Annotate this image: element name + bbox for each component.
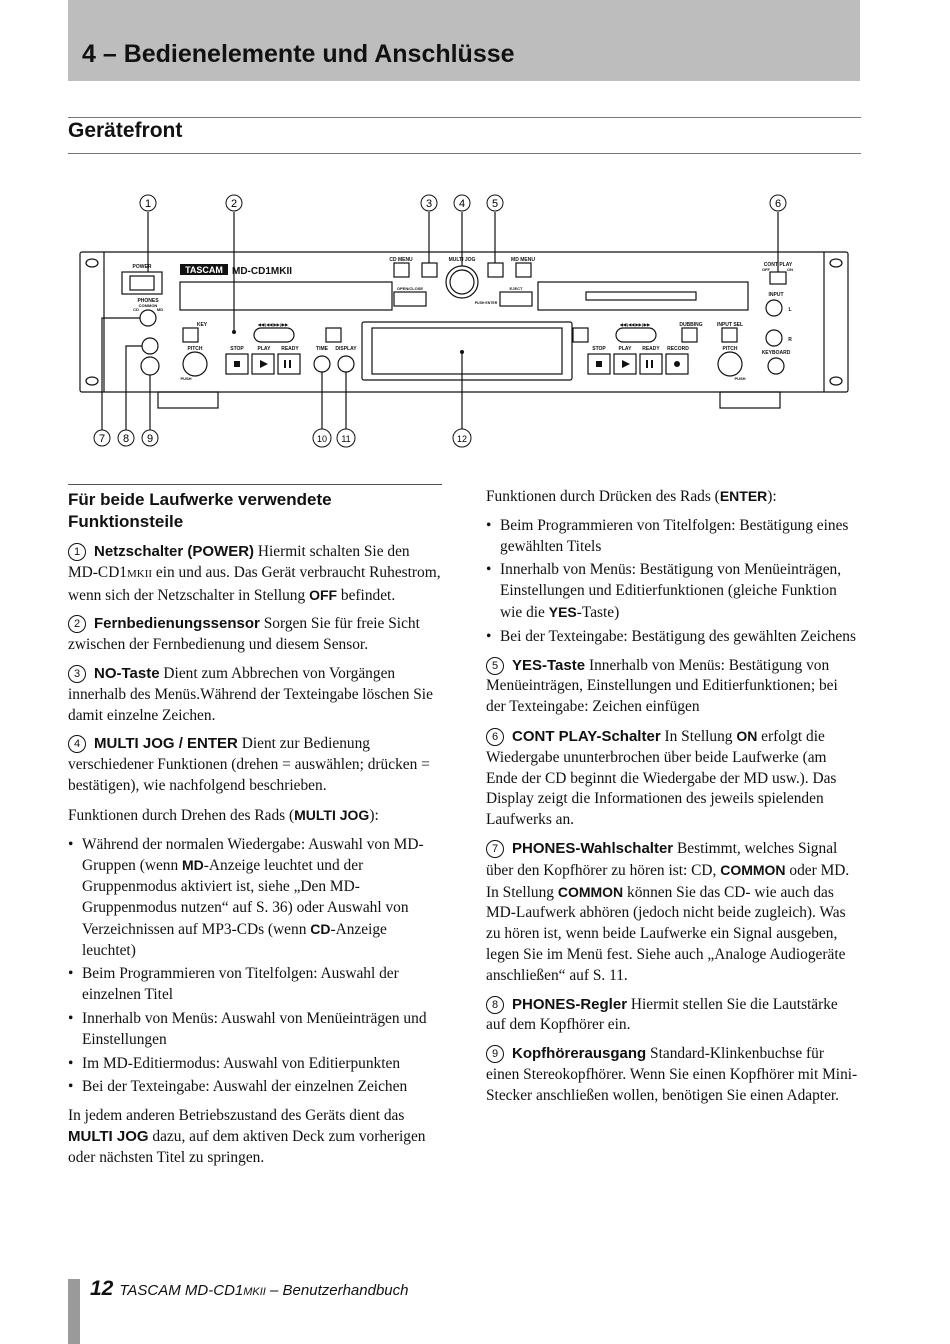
cd-skip-buttons [254,328,294,342]
svg-text:◀◀/|◀◀ ▶▶|/▶▶: ◀◀/|◀◀ ▶▶|/▶▶ [619,322,651,327]
callout-8 [118,430,134,446]
callout-4 [454,195,470,211]
svg-text:OPEN/CLOSE: OPEN/CLOSE [396,286,424,291]
svg-text:9: 9 [146,433,154,445]
rack-hole-right-bottom [830,377,842,385]
list-item: • Während der normalen Wiedergabe: Auswahl von MD-Gruppen (wenn MD-Anzeige leuchtet und der Gruppenmodus aktiviert ist, siehe „Den MD-Gruppenmodus nutzen“ auf S. 36) oder Auswahl von Verzeichnissen auf MP3-CDs (wenn CD-Anzeige leuchtet) [68,835,442,962]
press-functions-list [486,516,860,648]
svg-text:READY: READY [642,346,660,352]
list-item: • Innerhalb von Menüs: Auswahl von Menüeinträgen und Einstellungen [68,1009,442,1051]
input-l-knob [766,300,782,316]
item-6-cont-play-switch: 6 CONT PLAY-Schalter In Stellung ON erfolgt die Wiedergabe ununterbrochen über beide Laufwerke (am Ende der CD beginnt die Wiedergabe der MD usw.). Das Display zeigt die Informationen des jeweils spielenden Laufwerks an. [486,727,837,829]
keyboard-jack [768,358,784,374]
svg-text:12: 12 [456,434,468,444]
svg-text:R: R [788,337,792,343]
list-item: • Im MD-Editiermodus: Auswahl von Editierpunkten [68,1054,442,1075]
label-power: POWER [132,264,152,270]
svg-text:KEYBOARD: KEYBOARD [761,350,791,356]
svg-text:1: 1 [144,198,152,210]
open-close-button [394,292,426,306]
svg-text:2: 2 [230,198,238,210]
section-rule-top [68,117,861,118]
list-item: • Bei der Texteingabe: Bestätigung des gewählten Zeichens [486,627,860,648]
callout-2 [226,195,242,211]
svg-text:PUSH: PUSH [734,376,746,381]
callout-7 [94,430,110,446]
rack-hole-left-top [86,259,98,267]
md-slot [538,282,748,310]
phones-selector-switch [140,310,156,326]
item-7-phones-selector: 7 PHONES-Wahlschalter Bestimmt, welches Signal über den Kopfhörer zu hören ist: CD, COMMON oder MD. In Stellung COMMON können Sie das CD- wie auch das MD-Laufwerk abhören (jedoch nicht beide zugleich). Was zu hören ist, wenn beide Laufwerke ein Signal ausgeben, legen Sie im Menü fest. Siehe auch „Analoge Audiogeräte anschließen“ auf S. 11. [486,839,850,984]
md-pitch-knob [718,352,742,376]
multi-jog-dial [446,266,478,298]
item-4-multi-jog: 4 MULTI JOG / ENTER Dient zur Bedienung verschiedener Funktionen (drehen = auswählen; drücken = bestätigen), wie nachfolgend beschrieben. [68,735,430,794]
press-functions-intro: Funktionen durch Drücken des Rads (ENTER): [486,488,777,505]
svg-text:STOP: STOP [230,346,244,352]
svg-text:CD: CD [133,307,139,312]
device-front-panel-figure [68,190,861,455]
svg-text:CD MENU: CD MENU [389,257,413,263]
page-footer: 12 TASCAM MD-CD1MKII – Benutzerhandbuch [90,1277,409,1300]
rack-hole-right-top [830,259,842,267]
dubbing-button [682,328,697,342]
power-switch [122,272,162,294]
footer-bar [68,1279,80,1344]
svg-text:PITCH: PITCH [722,346,738,352]
item-9-headphone-jack: 9 Kopfhörerausgang Standard-Klinkenbuchse für einen Stereokopfhörer. Wenn Sie einen Kopfhörer mit Mini-Stecker anschließen wollen, benötigen Sie einen Adapter. [486,1045,858,1104]
list-item: • Bei der Texteingabe: Auswahl der einzelnen Zeichen [68,1077,442,1098]
svg-text:L: L [788,307,792,313]
svg-text:TASCAM: TASCAM [185,265,223,275]
svg-text:3: 3 [425,198,433,210]
item-8-phones-level: 8 PHONES-Regler Hiermit stellen Sie die Lautstärke auf dem Kopfhörer ein. [486,995,838,1034]
key-button [183,328,198,342]
callout-10 [313,429,331,447]
cd-select-button [326,328,341,342]
list-item: • Beim Programmieren von Titelfolgen: Auswahl der einzelnen Titel [68,964,442,1006]
md-menu-button [516,263,531,277]
cd-tray [180,282,392,310]
cd-menu-button [394,263,409,277]
svg-text:5: 5 [491,198,499,210]
svg-text:TIME: TIME [316,346,328,352]
subsection-heading: Für beide Laufwerke verwendete Funktionsteile [68,484,442,533]
right-column [486,486,860,1115]
model-label: MD-CD1MKII [232,266,292,277]
svg-text:7: 7 [98,433,106,445]
item-1-power-switch: 1 Netzschalter (POWER) Hiermit schalten Sie den MD-CD1MKII ein und aus. Das Gerät verbraucht Ruhestrom, wenn sich der Netzschalter in Stellung OFF befindet. [68,543,441,604]
svg-text:COMMON: COMMON [138,303,158,308]
svg-text:READY: READY [281,346,299,352]
label-phones: PHONES [137,298,159,304]
display-button [338,356,354,372]
chapter-title: 4 – Bedienelemente und Anschlüsse [82,40,515,68]
input-r-knob [766,330,782,346]
svg-text:INPUT: INPUT [768,292,784,298]
svg-text:8: 8 [122,433,130,445]
svg-text:PITCH: PITCH [187,346,203,352]
input-sel-button [722,328,737,342]
svg-text:EJECT: EJECT [509,286,523,291]
svg-text:PLAY: PLAY [618,346,632,352]
rack-hole-left-bottom [86,377,98,385]
callout-1 [140,195,156,211]
svg-text:6: 6 [774,198,782,210]
list-item: • Innerhalb von Menüs: Bestätigung von Menüeinträgen, Einstellungen und Editierfunktionen (gleiche Funktion wie die YES-Taste) [486,560,860,623]
item-5-yes-button: 5 YES-Taste Innerhalb von Menüs: Bestätigung von Menüeinträgen, Einstellungen und Editierfunktionen; bei der Texteingabe: Zeichen einfügen [486,656,838,716]
turn-functions-intro: Funktionen durch Drehen des Rads (MULTI JOG): [68,806,379,824]
svg-text:PUSH ENTER: PUSH ENTER [474,301,498,305]
section-title: Gerätefront [68,119,183,142]
svg-text:◀◀/|◀◀ ▶▶|/▶▶: ◀◀/|◀◀ ▶▶|/▶▶ [257,322,289,327]
svg-text:PUSH: PUSH [180,376,192,381]
callout-6 [770,195,786,211]
svg-text:DISPLAY: DISPLAY [335,346,357,352]
svg-text:INPUT SEL: INPUT SEL [716,322,744,328]
svg-text:MD: MD [156,307,164,312]
svg-text:PLAY: PLAY [257,346,271,352]
svg-text:KEY: KEY [196,322,208,328]
cont-play-switch [770,272,786,284]
display-window [362,322,572,380]
svg-text:ON: ON [787,267,793,272]
svg-text:RECORD: RECORD [667,346,689,352]
svg-text:10: 10 [316,434,328,444]
svg-text:OFF: OFF [762,267,770,272]
section-rule-bottom [68,153,861,154]
time-button [314,356,330,372]
turn-functions-list [68,835,442,1099]
page-number: 12 [90,1277,114,1300]
left-column [68,484,442,1177]
svg-text:CONT PLAY: CONT PLAY [763,262,793,268]
phones-jack [141,357,159,375]
yes-button [488,263,503,277]
md-select-button [573,328,588,342]
svg-text:MULTI JOG: MULTI JOG [448,257,476,263]
cd-pitch-knob [183,352,207,376]
foot-left [158,392,218,408]
svg-text:STOP: STOP [592,346,606,352]
svg-text:11: 11 [341,434,351,444]
foot-right [720,392,780,408]
svg-text:DUBBING: DUBBING [679,322,703,328]
list-item: • Beim Programmieren von Titelfolgen: Bestätigung eines gewählten Titels [486,516,860,558]
callout-11 [337,429,355,447]
item-3-no-button: 3 NO-Taste Dient zum Abbrechen von Vorgängen innerhalb des Menüs.Während der Texteingabe löschen Sie damit einzelne Zeichen. [68,664,433,724]
callout-5 [487,195,503,211]
md-skip-buttons [616,328,656,342]
no-button [422,263,437,277]
item-2-remote-sensor: 2 Fernbedienungssensor Sorgen Sie für freie Sicht zwischen der Fernbedienung und diesem Sensor. [68,615,420,654]
multi-jog-skip-paragraph: In jedem anderen Betriebszustand des Geräts dient das MULTI JOG dazu, auf dem aktiven Deck zum vorherigen oder nächsten Titel zu springen. [68,1107,426,1166]
callout-9 [142,430,158,446]
callout-12 [453,429,471,447]
eject-button [500,292,532,306]
svg-text:MD MENU: MD MENU [511,257,535,263]
svg-text:4: 4 [458,198,466,210]
callout-3 [421,195,437,211]
phones-level-knob [142,338,158,354]
